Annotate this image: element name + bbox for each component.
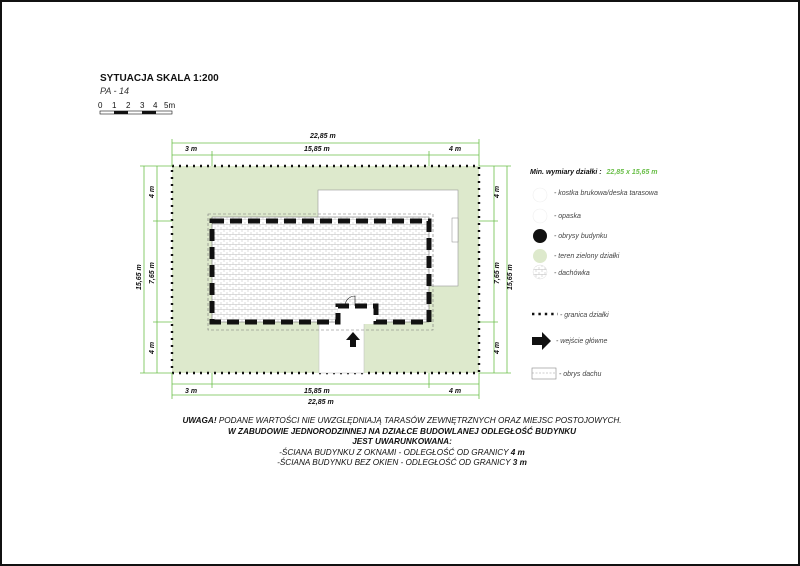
right-dimensions xyxy=(479,166,514,373)
svg-text:4 m: 4 m xyxy=(149,341,156,354)
svg-text:15,65 m: 15,65 m xyxy=(136,264,143,290)
svg-text:3 m: 3 m xyxy=(185,388,198,395)
notes-line4: -ŚCIANA BUDYNKU Z OKNAMI - ODLEGŁOŚĆ OD GRANICY 4 m xyxy=(279,447,525,457)
svg-text:7,65 m: 7,65 m xyxy=(494,262,501,284)
site-plan-drawing xyxy=(2,2,798,564)
roof-outline-icon xyxy=(532,368,556,379)
left-dimensions xyxy=(136,166,172,373)
roof-tile-icon xyxy=(533,265,547,279)
notes-block xyxy=(2,416,800,469)
legend-item-paving: - kostka brukowa/deska tarasowa xyxy=(554,190,658,197)
eave-icon xyxy=(533,209,547,223)
main-entrance-arrow-icon xyxy=(532,332,551,350)
notes-warning: UWAGA! PODANE WARTOŚCI NIE UWZGLĘDNIAJĄ TARASÓW ZEWNĘTRZNYCH ORAZ MIEJSC POSTOJOWYCH. xyxy=(182,416,622,425)
svg-text:15,85 m: 15,85 m xyxy=(304,388,330,395)
svg-text:4 m: 4 m xyxy=(494,341,501,354)
notes-line3: JEST UWARUNKOWANA: xyxy=(352,437,452,446)
entrance-path xyxy=(319,322,364,373)
legend-item-green: - teren zielony działki xyxy=(554,253,620,260)
svg-text:2: 2 xyxy=(126,101,131,110)
building-outline-icon xyxy=(533,229,547,243)
legend-item-eave: - opaska xyxy=(554,213,581,220)
green-area-icon xyxy=(533,249,547,263)
svg-text:4 m: 4 m xyxy=(149,185,156,198)
notes-line2: W ZABUDOWIE JEDNORODZINNEJ NA DZIAŁCE BUDOWLANEJ ODLEGŁOŚĆ BUDYNKU xyxy=(227,426,577,436)
legend-item-roof-tiles: - dachówka xyxy=(554,270,590,277)
legend-item-entrance: - wejście główne xyxy=(556,338,608,345)
plan-title: SYTUACJA SKALA 1:200 xyxy=(100,73,219,84)
legend-item-building: - obrysy budynku xyxy=(554,233,608,240)
min-dimensions-label: Min. wymiary działki : 22,85 x 15,65 m xyxy=(530,169,658,176)
bottom-dimensions xyxy=(172,373,479,406)
svg-text:7,65 m: 7,65 m xyxy=(149,262,156,284)
plan-subtitle: PA - 14 xyxy=(100,86,130,96)
scale-bar xyxy=(98,101,175,114)
notes-line5: -ŚCIANA BUDYNKU BEZ OKIEN - ODLEGŁOŚĆ OD GRANICY 3 m xyxy=(277,458,527,467)
top-dimensions xyxy=(172,133,479,166)
svg-text:15,85 m: 15,85 m xyxy=(304,146,330,153)
svg-text:0: 0 xyxy=(98,101,103,110)
svg-text:22,85 m: 22,85 m xyxy=(310,133,336,140)
roof-tiles xyxy=(212,217,429,322)
legend-item-roof-outline: - obrys dachu xyxy=(559,371,602,378)
legend xyxy=(530,169,658,379)
svg-text:15,65 m: 15,65 m xyxy=(507,264,514,290)
svg-text:4 m: 4 m xyxy=(449,146,462,153)
legend-item-boundary: - granica działki xyxy=(560,312,609,319)
svg-text:4 m: 4 m xyxy=(449,388,462,395)
svg-text:4 m: 4 m xyxy=(494,185,501,198)
paving-icon xyxy=(533,188,547,202)
svg-text:3: 3 xyxy=(140,101,145,110)
svg-text:5m: 5m xyxy=(164,101,176,110)
svg-text:1: 1 xyxy=(112,101,117,110)
svg-text:3 m: 3 m xyxy=(185,146,198,153)
svg-text:4: 4 xyxy=(153,101,158,110)
svg-text:22,85 m: 22,85 m xyxy=(308,399,334,406)
